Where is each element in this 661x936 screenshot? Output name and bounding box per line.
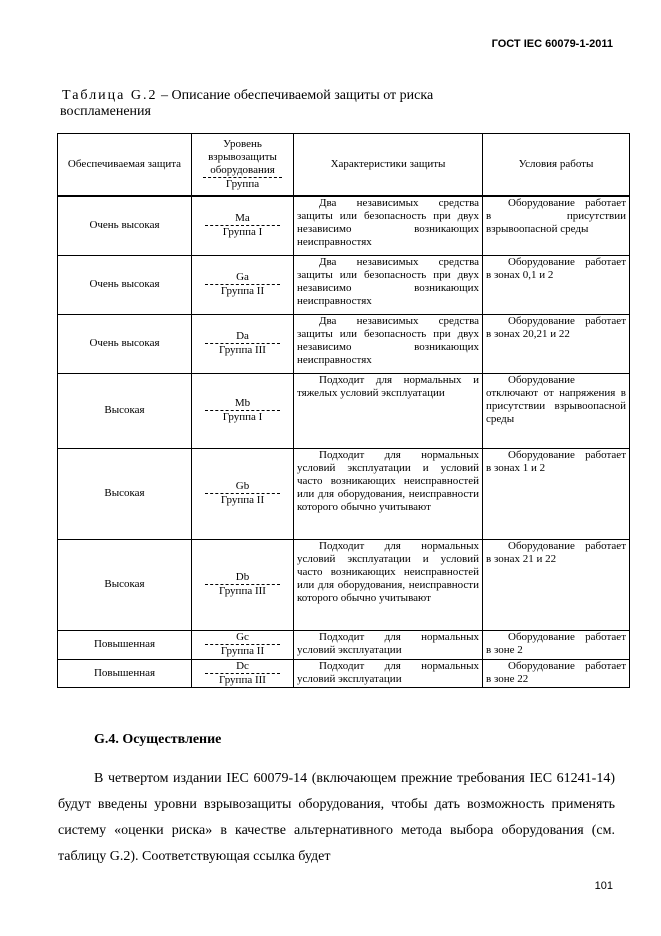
level-group: Группа III [219, 344, 266, 356]
level-code: Da [205, 330, 280, 344]
header-characteristics: Характеристики защиты [294, 134, 483, 196]
table-caption [62, 88, 622, 120]
header-level-bottom: Группа [225, 177, 260, 190]
section-heading: G.4. Осуществление [94, 732, 222, 747]
characteristics-cell: Два независимых средства защиты или безопасность при двух независимо возникающих неисправностях [294, 196, 483, 256]
protection-cell: Очень высокая [58, 314, 192, 373]
table-row [58, 314, 630, 373]
conditions-cell: Оборудование работает в зоне 22 [483, 659, 630, 687]
level-code: Ma [205, 212, 280, 226]
protection-table [57, 133, 630, 688]
characteristics-cell: Подходит для нормальных условий эксплуатации и условий часто возникающих неисправностей или для оборудования, неисправности которого обычно учитывают [294, 539, 483, 630]
protection-cell: Повышенная [58, 659, 192, 687]
level-cell [192, 448, 294, 539]
caption-title-line1: Описание обеспечиваемой защиты от риска [171, 88, 434, 103]
level-cell [192, 659, 294, 687]
level-code: Gb [205, 480, 280, 494]
table-row [58, 539, 630, 630]
characteristics-cell: Подходит для нормальных условий эксплуатации и условий часто возникающих неисправностей или для оборудования, неисправности которого обычно учитывают [294, 448, 483, 539]
caption-dash: – [157, 88, 172, 103]
level-cell [192, 630, 294, 659]
conditions-cell: Оборудование работает в зонах 21 и 22 [483, 539, 630, 630]
level-code: Ga [205, 271, 280, 285]
level-group: Группа III [219, 673, 266, 686]
table-row [58, 659, 630, 687]
conditions-cell: Оборудование работает в присутствии взрывоопасной среды [483, 196, 630, 256]
level-group: Группа III [219, 585, 266, 597]
level-group: Группа II [220, 285, 265, 297]
body-paragraph: В четвертом издании IEC 60079-14 (включающем прежние требования IEC 61241-14) будут введены уровни взрывозащиты оборудования, чтобы дать возможность применять систему «оценки риска» в качестве альтернативного метода выбора оборудования (см. таблицу G.2). Соответствующая ссылка будет [58, 771, 615, 864]
level-cell [192, 373, 294, 448]
table-row [58, 255, 630, 314]
table-header-row [58, 134, 630, 196]
header-level [192, 134, 294, 196]
level-group: Группа II [220, 494, 265, 506]
caption-title-line2: воспламенения [60, 104, 151, 119]
protection-cell: Очень высокая [58, 255, 192, 314]
characteristics-cell: Подходит для нормальных условий эксплуатации [294, 659, 483, 687]
level-cell [192, 539, 294, 630]
characteristics-cell: Подходит для нормальных условий эксплуатации [294, 630, 483, 659]
characteristics-cell: Подходит для нормальных и тяжелых условий эксплуатации [294, 373, 483, 448]
table-label: Таблица G.2 [62, 88, 158, 103]
standard-header: ГОСТ IEC 60079-1-2011 [491, 38, 613, 50]
table-row [58, 630, 630, 659]
header-level-top: Уровень взрывозащиты оборудования [203, 138, 282, 178]
level-code: Gc [205, 631, 280, 645]
protection-cell: Высокая [58, 373, 192, 448]
level-code: Db [205, 571, 280, 585]
level-group: Группа II [220, 645, 265, 657]
level-cell [192, 314, 294, 373]
conditions-cell: Оборудование работает в зоне 2 [483, 630, 630, 659]
characteristics-cell: Два независимых средства защиты или безопасность при двух независимо возникающих неисправностях [294, 314, 483, 373]
characteristics-cell: Два независимых средства защиты или безопасность при двух независимо возникающих неисправностях [294, 255, 483, 314]
header-conditions: Условия работы [483, 134, 630, 196]
page-number: 101 [594, 880, 613, 892]
table-row [58, 448, 630, 539]
conditions-cell: Оборудование работает в зонах 0,1 и 2 [483, 255, 630, 314]
protection-cell: Высокая [58, 539, 192, 630]
level-cell [192, 255, 294, 314]
protection-cell: Очень высокая [58, 196, 192, 256]
level-code: Mb [205, 397, 280, 411]
level-group: Группа I [222, 411, 263, 423]
level-code: Dc [205, 660, 280, 674]
conditions-cell: Оборудование отключают от напряжения в присутствии взрывоопасной среды [483, 373, 630, 448]
conditions-cell: Оборудование работает в зонах 20,21 и 22 [483, 314, 630, 373]
conditions-cell: Оборудование работает в зонах 1 и 2 [483, 448, 630, 539]
protection-cell: Повышенная [58, 630, 192, 659]
table-row [58, 196, 630, 256]
protection-cell: Высокая [58, 448, 192, 539]
table-row [58, 373, 630, 448]
level-group: Группа I [222, 226, 263, 238]
level-cell [192, 196, 294, 256]
header-protection: Обеспечиваемая защита [58, 134, 192, 196]
